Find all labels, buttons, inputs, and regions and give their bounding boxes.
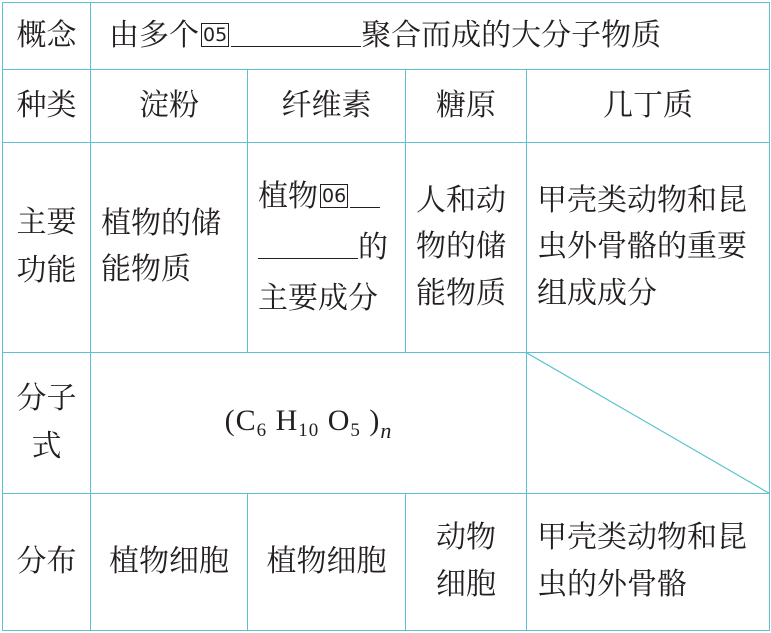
distribution-cellulose: 植物细胞 bbox=[248, 493, 406, 630]
question-marker-05: 05 bbox=[203, 23, 228, 46]
formula-chitin-empty-cell bbox=[527, 352, 770, 493]
formula-cell bbox=[91, 352, 527, 493]
kind-cellulose: 纤维素 bbox=[248, 70, 406, 143]
answer-blank-05[interactable] bbox=[231, 18, 361, 47]
function-cellulose bbox=[248, 143, 406, 352]
distribution-glycogen: 动物细胞 bbox=[406, 493, 527, 630]
concept-row bbox=[3, 3, 770, 70]
kind-label: 种类 bbox=[3, 70, 91, 143]
question-marker-06: 06 bbox=[322, 184, 347, 207]
formula-label bbox=[3, 352, 91, 493]
answer-blank-06-part1[interactable] bbox=[350, 179, 380, 208]
function-row bbox=[3, 143, 770, 352]
answer-blank-06-part2[interactable] bbox=[258, 230, 358, 259]
concept-label: 概念 bbox=[3, 3, 91, 70]
formula-label-line2: 式 bbox=[31, 428, 62, 464]
concept-text-before: 由多个 bbox=[109, 17, 199, 53]
function-label bbox=[3, 143, 91, 352]
function-cellulose-prefix: 植物 bbox=[258, 178, 318, 214]
kind-chitin: 几丁质 bbox=[527, 70, 770, 143]
distribution-row bbox=[3, 493, 770, 630]
kind-starch: 淀粉 bbox=[91, 70, 248, 143]
polysaccharide-table bbox=[2, 2, 770, 631]
formula-row bbox=[3, 352, 770, 493]
distribution-starch: 植物细胞 bbox=[91, 493, 248, 630]
kind-glycogen: 糖原 bbox=[406, 70, 527, 143]
function-starch: 植物的储能物质 bbox=[91, 143, 248, 352]
formula-label-line1: 分子 bbox=[16, 380, 77, 416]
diagonal-slash bbox=[527, 353, 769, 493]
molecular-formula: ($C_6$ $H_{10}$ $O_5$ )$_n$ bbox=[224, 403, 393, 443]
concept-text-after: 聚合而成的大分子物质 bbox=[361, 17, 662, 53]
function-label-line1: 主要 bbox=[16, 205, 77, 241]
kind-row bbox=[3, 70, 770, 143]
function-label-line2: 功能 bbox=[16, 253, 77, 289]
concept-definition bbox=[91, 3, 770, 70]
function-cellulose-suffix: 的主要成分 bbox=[258, 229, 388, 316]
distribution-label: 分布 bbox=[3, 493, 91, 630]
function-glycogen: 人和动物的储能物质 bbox=[406, 143, 527, 352]
distribution-chitin: 甲壳类动物和昆虫的外骨骼 bbox=[527, 493, 770, 630]
function-chitin: 甲壳类动物和昆虫外骨骼的重要组成成分 bbox=[527, 143, 770, 352]
